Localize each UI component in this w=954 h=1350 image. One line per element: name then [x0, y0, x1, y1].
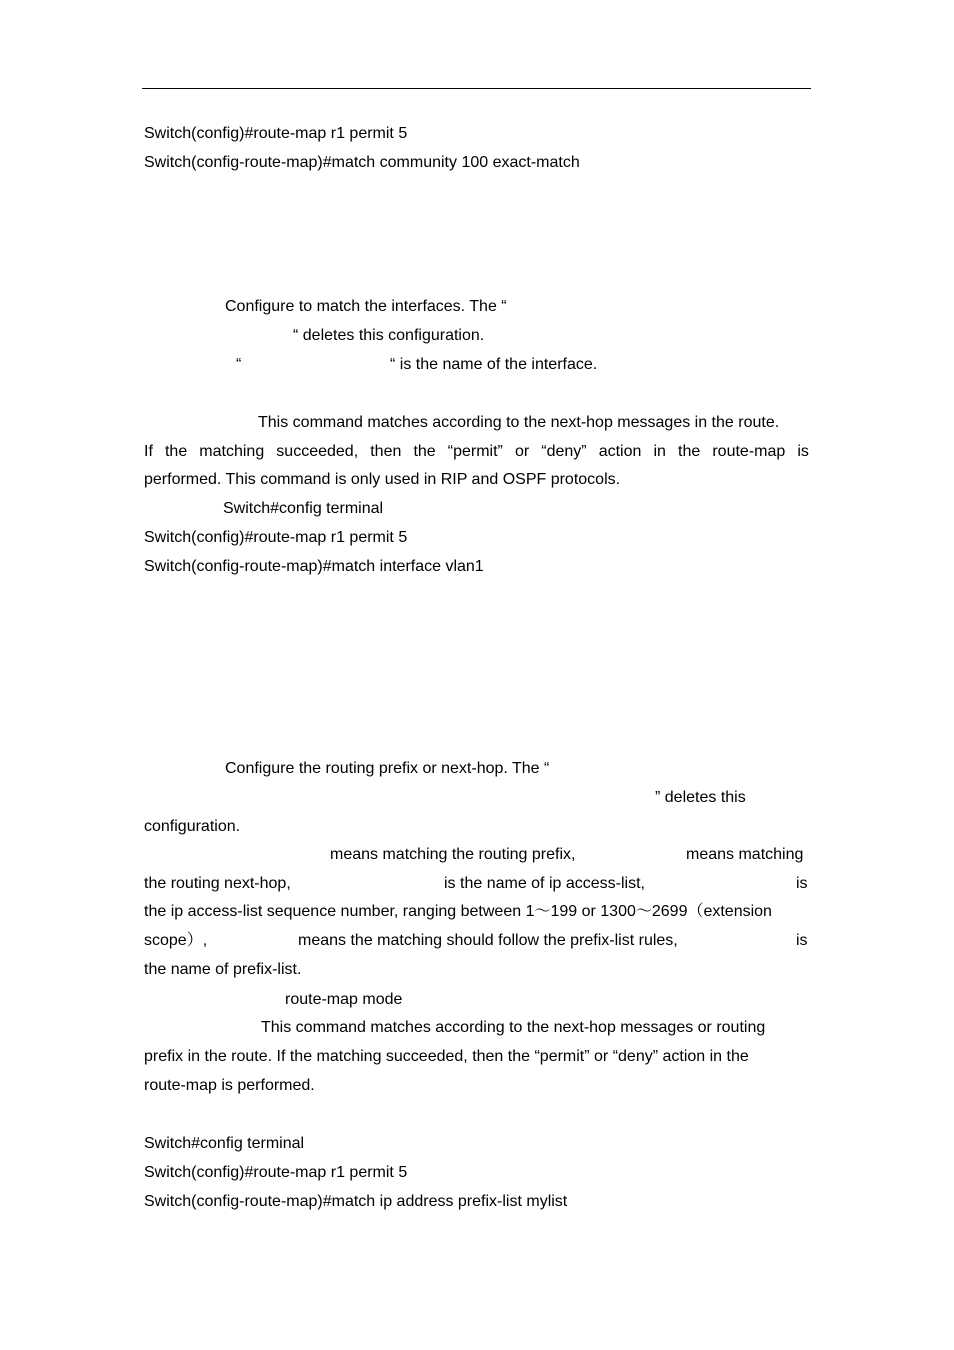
- header-rule: [142, 88, 811, 89]
- usage-text: This command matches according to the next-hop messages in the route.: [258, 414, 780, 431]
- parameter-text: is: [796, 932, 808, 949]
- usage-text: route-map is performed.: [144, 1077, 315, 1094]
- example-line: Switch(config)#route-map r1 permit 5: [144, 1164, 408, 1181]
- parameter-text: the ip access-list sequence number, ranging between 1～199 or 1300～2699（extension: [144, 903, 772, 920]
- usage-text-justified: If the matching succeeded, then the “permit” or “deny” action in the route-map is: [144, 443, 809, 460]
- command-mode: route-map mode: [285, 991, 403, 1008]
- parameter-text: means the matching should follow the prefix-list rules,: [298, 932, 678, 949]
- function-text: “ deletes this configuration.: [293, 327, 485, 344]
- code-line: Switch(config)#route-map r1 permit 5: [144, 125, 408, 142]
- function-text: ” deletes this: [655, 789, 746, 806]
- function-text: configuration.: [144, 818, 241, 835]
- parameter-text: “ is the name of the interface.: [390, 356, 598, 373]
- parameter-text: the name of prefix-list.: [144, 961, 302, 978]
- parameter-quote: “: [236, 356, 242, 373]
- example-line: Switch(config-route-map)#match interface vlan1: [144, 558, 484, 575]
- function-text: Configure to match the interfaces. The “: [225, 298, 507, 315]
- example-line: Switch#config terminal: [144, 1135, 305, 1152]
- example-line: Switch(config)#route-map r1 permit 5: [144, 529, 408, 546]
- parameter-text: scope）,: [144, 932, 208, 949]
- parameter-text: means matching: [686, 846, 804, 863]
- function-text: Configure the routing prefix or next-hop. The “: [225, 760, 550, 777]
- parameter-text: is the name of ip access-list,: [444, 875, 645, 892]
- usage-text: performed. This command is only used in RIP and OSPF protocols.: [144, 471, 621, 488]
- parameter-text: means matching the routing prefix,: [330, 846, 576, 863]
- example-line: Switch(config-route-map)#match ip address prefix-list mylist: [144, 1193, 568, 1210]
- usage-text: This command matches according to the next-hop messages or routing: [261, 1019, 766, 1036]
- example-line: Switch#config terminal: [223, 500, 384, 517]
- parameter-text: is: [796, 875, 808, 892]
- parameter-text: the routing next-hop,: [144, 875, 291, 892]
- usage-text: prefix in the route. If the matching succeeded, then the “permit” or “deny” action in the: [144, 1048, 749, 1065]
- code-line: Switch(config-route-map)#match community 100 exact-match: [144, 154, 580, 171]
